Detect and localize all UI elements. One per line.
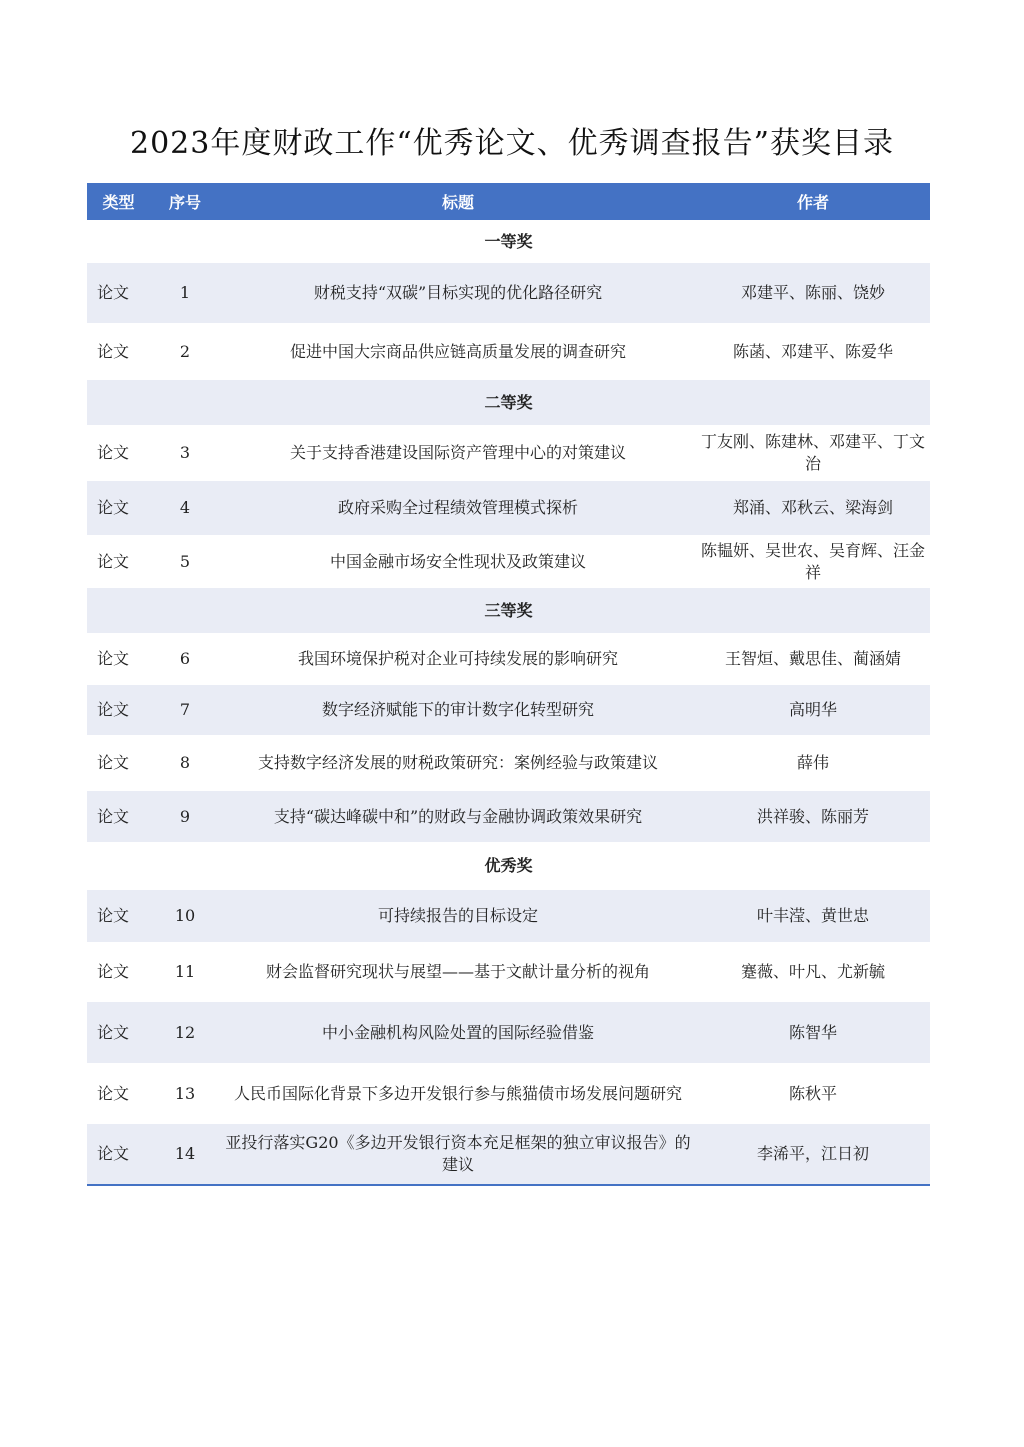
cell-number: 9 — [150, 791, 220, 842]
cell-title: 关于支持香港建设国际资产管理中心的对策建议 — [220, 425, 696, 481]
table-row — [87, 1002, 930, 1063]
section-label: 二等奖 — [87, 380, 930, 425]
cell-number: 4 — [150, 481, 220, 535]
table-row — [87, 890, 930, 942]
cell-title: 中小金融机构风险处置的国际经验借鉴 — [220, 1002, 696, 1063]
table-body — [87, 220, 930, 1185]
cell-title: 财税支持“双碳”目标实现的优化路径研究 — [220, 263, 696, 323]
table-row — [87, 685, 930, 735]
cell-author: 陈智华 — [696, 1002, 930, 1063]
cell-type: 论文 — [87, 1124, 150, 1185]
cell-author: 陈秋平 — [696, 1063, 930, 1124]
section-third-prize — [87, 588, 930, 633]
section-label: 三等奖 — [87, 588, 930, 633]
cell-title: 人民币国际化背景下多边开发银行参与熊猫债市场发展问题研究 — [220, 1063, 696, 1124]
table-row — [87, 942, 930, 1002]
cell-author: 陈韫妍、吴世农、吴育辉、汪金祥 — [696, 535, 930, 588]
document-title: 2023年度财政工作“优秀论文、优秀调查报告”获奖目录 — [129, 126, 895, 161]
cell-number: 10 — [150, 890, 220, 942]
cell-number: 3 — [150, 425, 220, 481]
cell-author: 陈菡、邓建平、陈爱华 — [696, 323, 930, 380]
cell-title: 支持数字经济发展的财税政策研究：案例经验与政策建议 — [220, 735, 696, 791]
table-row — [87, 535, 930, 588]
cell-author: 丁友刚、陈建林、邓建平、丁文治 — [696, 425, 930, 481]
cell-type: 论文 — [87, 425, 150, 481]
cell-number: 8 — [150, 735, 220, 791]
cell-title: 促进中国大宗商品供应链高质量发展的调查研究 — [220, 323, 696, 380]
section-excellence-prize — [87, 842, 930, 890]
cell-author: 李浠平，江日初 — [696, 1124, 930, 1185]
cell-type: 论文 — [87, 535, 150, 588]
section-label: 优秀奖 — [87, 842, 930, 890]
cell-title: 我国环境保护税对企业可持续发展的影响研究 — [220, 633, 696, 685]
table-header — [87, 183, 930, 220]
cell-author: 蹇薇、叶凡、尤新毓 — [696, 942, 930, 1002]
cell-author: 王智烜、戴思佳、蔺涵婧 — [696, 633, 930, 685]
cell-type: 论文 — [87, 890, 150, 942]
cell-type: 论文 — [87, 323, 150, 380]
cell-author: 薛伟 — [696, 735, 930, 791]
table-row — [87, 425, 930, 481]
cell-title: 政府采购全过程绩效管理模式探析 — [220, 481, 696, 535]
table-row — [87, 323, 930, 380]
section-first-prize — [87, 220, 930, 263]
cell-type: 论文 — [87, 633, 150, 685]
cell-type: 论文 — [87, 1002, 150, 1063]
cell-number: 5 — [150, 535, 220, 588]
section-second-prize — [87, 380, 930, 425]
cell-number: 2 — [150, 323, 220, 380]
cell-type: 论文 — [87, 735, 150, 791]
cell-number: 7 — [150, 685, 220, 735]
header-author: 作者 — [696, 183, 930, 220]
cell-author: 洪祥骏、陈丽芳 — [696, 791, 930, 842]
cell-number: 12 — [150, 1002, 220, 1063]
cell-author: 叶丰滢、黄世忠 — [696, 890, 930, 942]
table-row — [87, 735, 930, 791]
cell-title: 支持“碳达峰碳中和”的财政与金融协调政策效果研究 — [220, 791, 696, 842]
table-row — [87, 263, 930, 323]
cell-number: 13 — [150, 1063, 220, 1124]
cell-type: 论文 — [87, 685, 150, 735]
cell-number: 11 — [150, 942, 220, 1002]
cell-type: 论文 — [87, 942, 150, 1002]
cell-number: 6 — [150, 633, 220, 685]
cell-title: 中国金融市场安全性现状及政策建议 — [220, 535, 696, 588]
table-row — [87, 1124, 930, 1185]
header-number: 序号 — [150, 183, 220, 220]
cell-title: 财会监督研究现状与展望——基于文献计量分析的视角 — [220, 942, 696, 1002]
cell-title: 亚投行落实G20《多边开发银行资本充足框架的独立审议报告》的建议 — [220, 1124, 696, 1185]
cell-type: 论文 — [87, 1063, 150, 1124]
cell-type: 论文 — [87, 481, 150, 535]
cell-number: 14 — [150, 1124, 220, 1185]
cell-type: 论文 — [87, 791, 150, 842]
cell-author: 高明华 — [696, 685, 930, 735]
cell-type: 论文 — [87, 263, 150, 323]
section-label: 一等奖 — [87, 220, 930, 263]
cell-author: 邓建平、陈丽、饶妙 — [696, 263, 930, 323]
table-row — [87, 481, 930, 535]
header-type: 类型 — [87, 183, 150, 220]
award-table — [87, 183, 930, 1186]
table-row — [87, 633, 930, 685]
cell-title: 数字经济赋能下的审计数字化转型研究 — [220, 685, 696, 735]
table-row — [87, 791, 930, 842]
header-title: 标题 — [220, 183, 696, 220]
cell-number: 1 — [150, 263, 220, 323]
table-row — [87, 1063, 930, 1124]
cell-title: 可持续报告的目标设定 — [220, 890, 696, 942]
cell-author: 郑涌、邓秋云、梁海剑 — [696, 481, 930, 535]
